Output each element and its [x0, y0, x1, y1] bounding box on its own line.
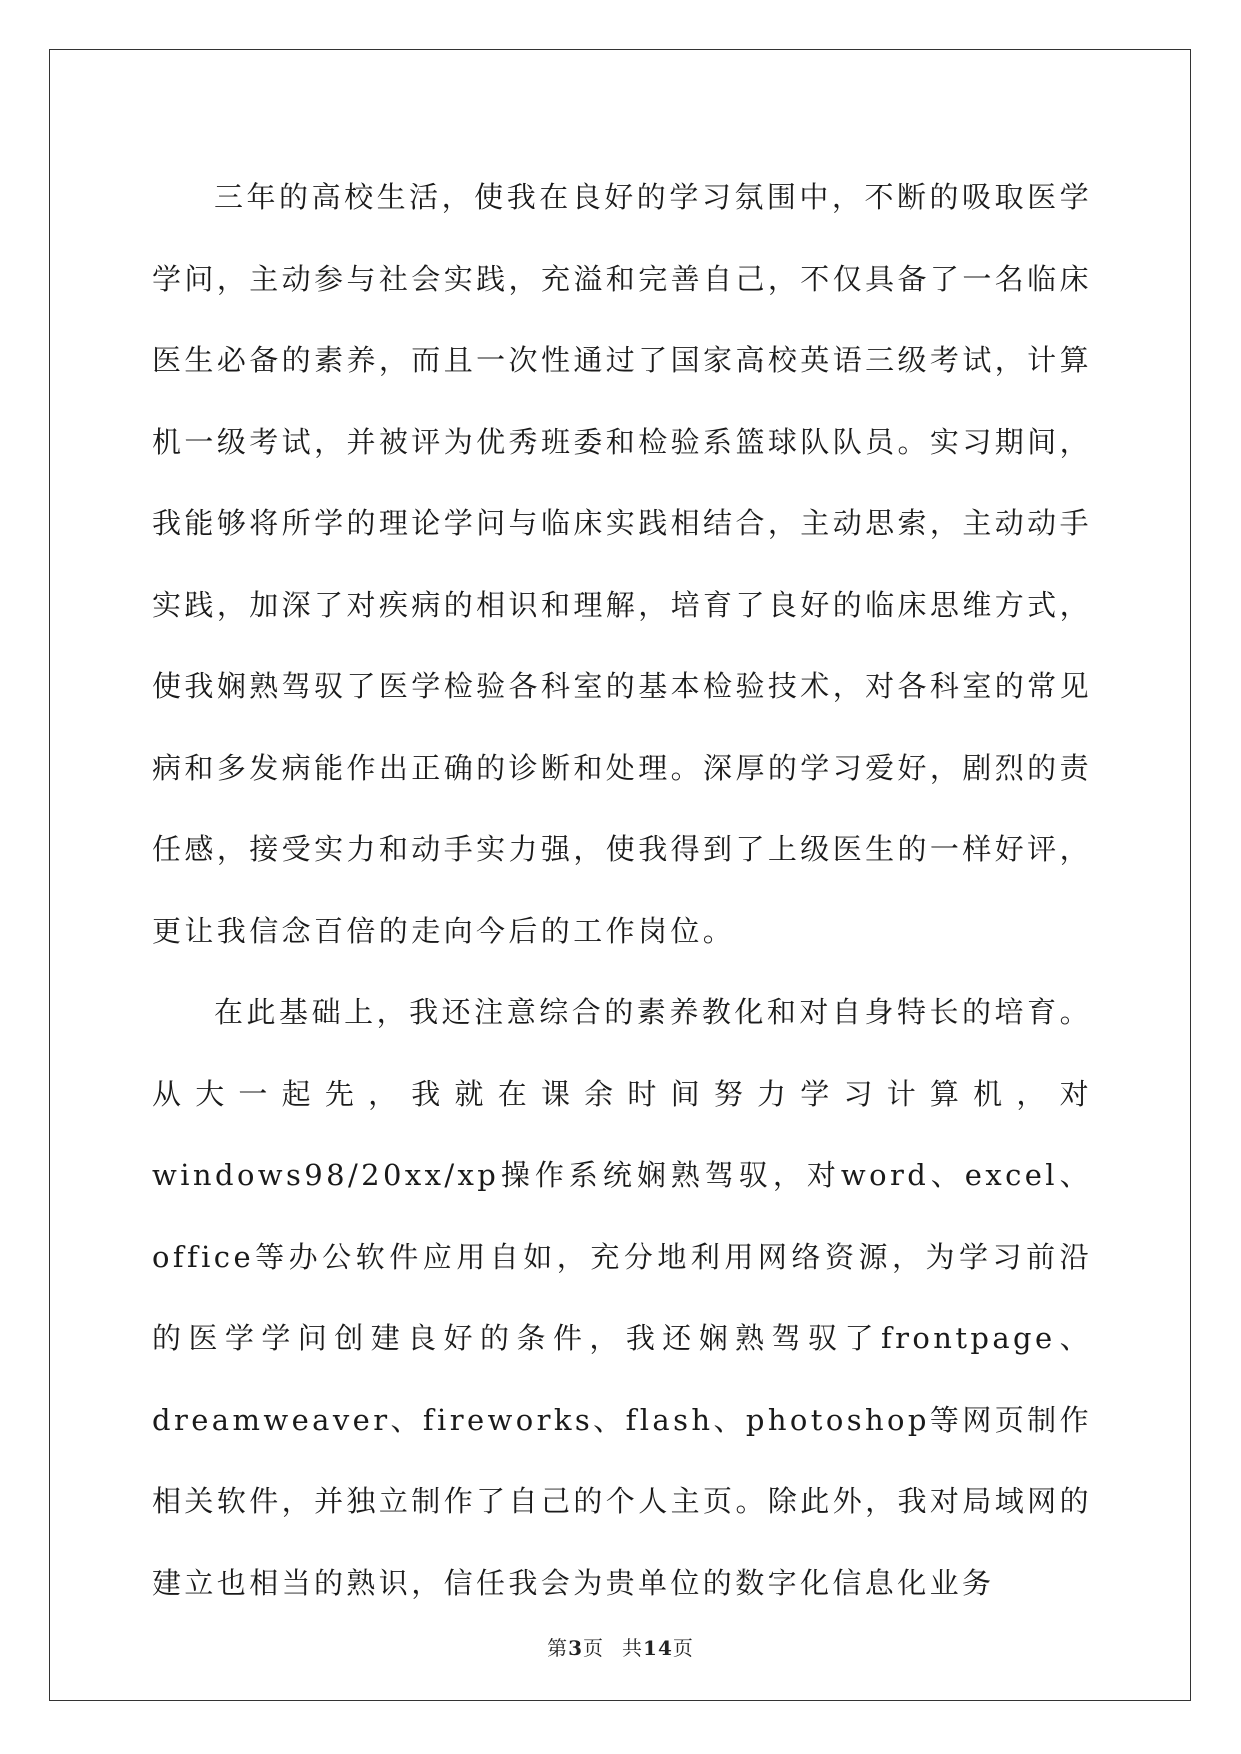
current-page-number: 3	[568, 1636, 584, 1660]
paragraph-2: 在此基础上，我还注意综合的素养教化和对自身特长的培育。从大一起先，我就在课余时间努力学习计算机，对windows98/20xx/xp操作系统娴熟驾驭，对word、excel、office等办公软件应用自如，充分地利用网络资源，为学习前沿的医学学问创建良好的条件，我还娴熟驾驭了frontpage、dreamweaver、fireworks、flash、photoshop等网页制作相关软件，并独立制作了自己的个人主页。除此外，我对局域网的建立也相当的熟识，信任我会为贵单位的数字化信息化业务	[152, 995, 1092, 1600]
page-number-footer	[0, 1632, 1241, 1661]
total-prefix: 共	[622, 1636, 644, 1660]
page-suffix: 页	[583, 1636, 605, 1660]
document-body	[152, 157, 1092, 1624]
page-prefix: 第	[547, 1636, 569, 1660]
total-page-count: 14	[643, 1636, 673, 1660]
total-suffix: 页	[672, 1636, 694, 1660]
paragraph-1: 三年的高校生活，使我在良好的学习氛围中，不断的吸取医学学问，主动参与社会实践，充溢和完善自己，不仅具备了一名临床医生必备的素养，而且一次性通过了国家高校英语三级考试，计算机一级考试，并被评为优秀班委和检验系篮球队队员。实习期间，我能够将所学的理论学问与临床实践相结合，主动思索，主动动手实践，加深了对疾病的相识和理解，培育了良好的临床思维方式，使我娴熟驾驭了医学检验各科室的基本检验技术，对各科室的常见病和多发病能作出正确的诊断和处理。深厚的学习爱好，剧烈的责任感，接受实力和动手实力强，使我得到了上级医生的一样好评，更让我信念百倍的走向今后的工作岗位。	[152, 180, 1092, 948]
